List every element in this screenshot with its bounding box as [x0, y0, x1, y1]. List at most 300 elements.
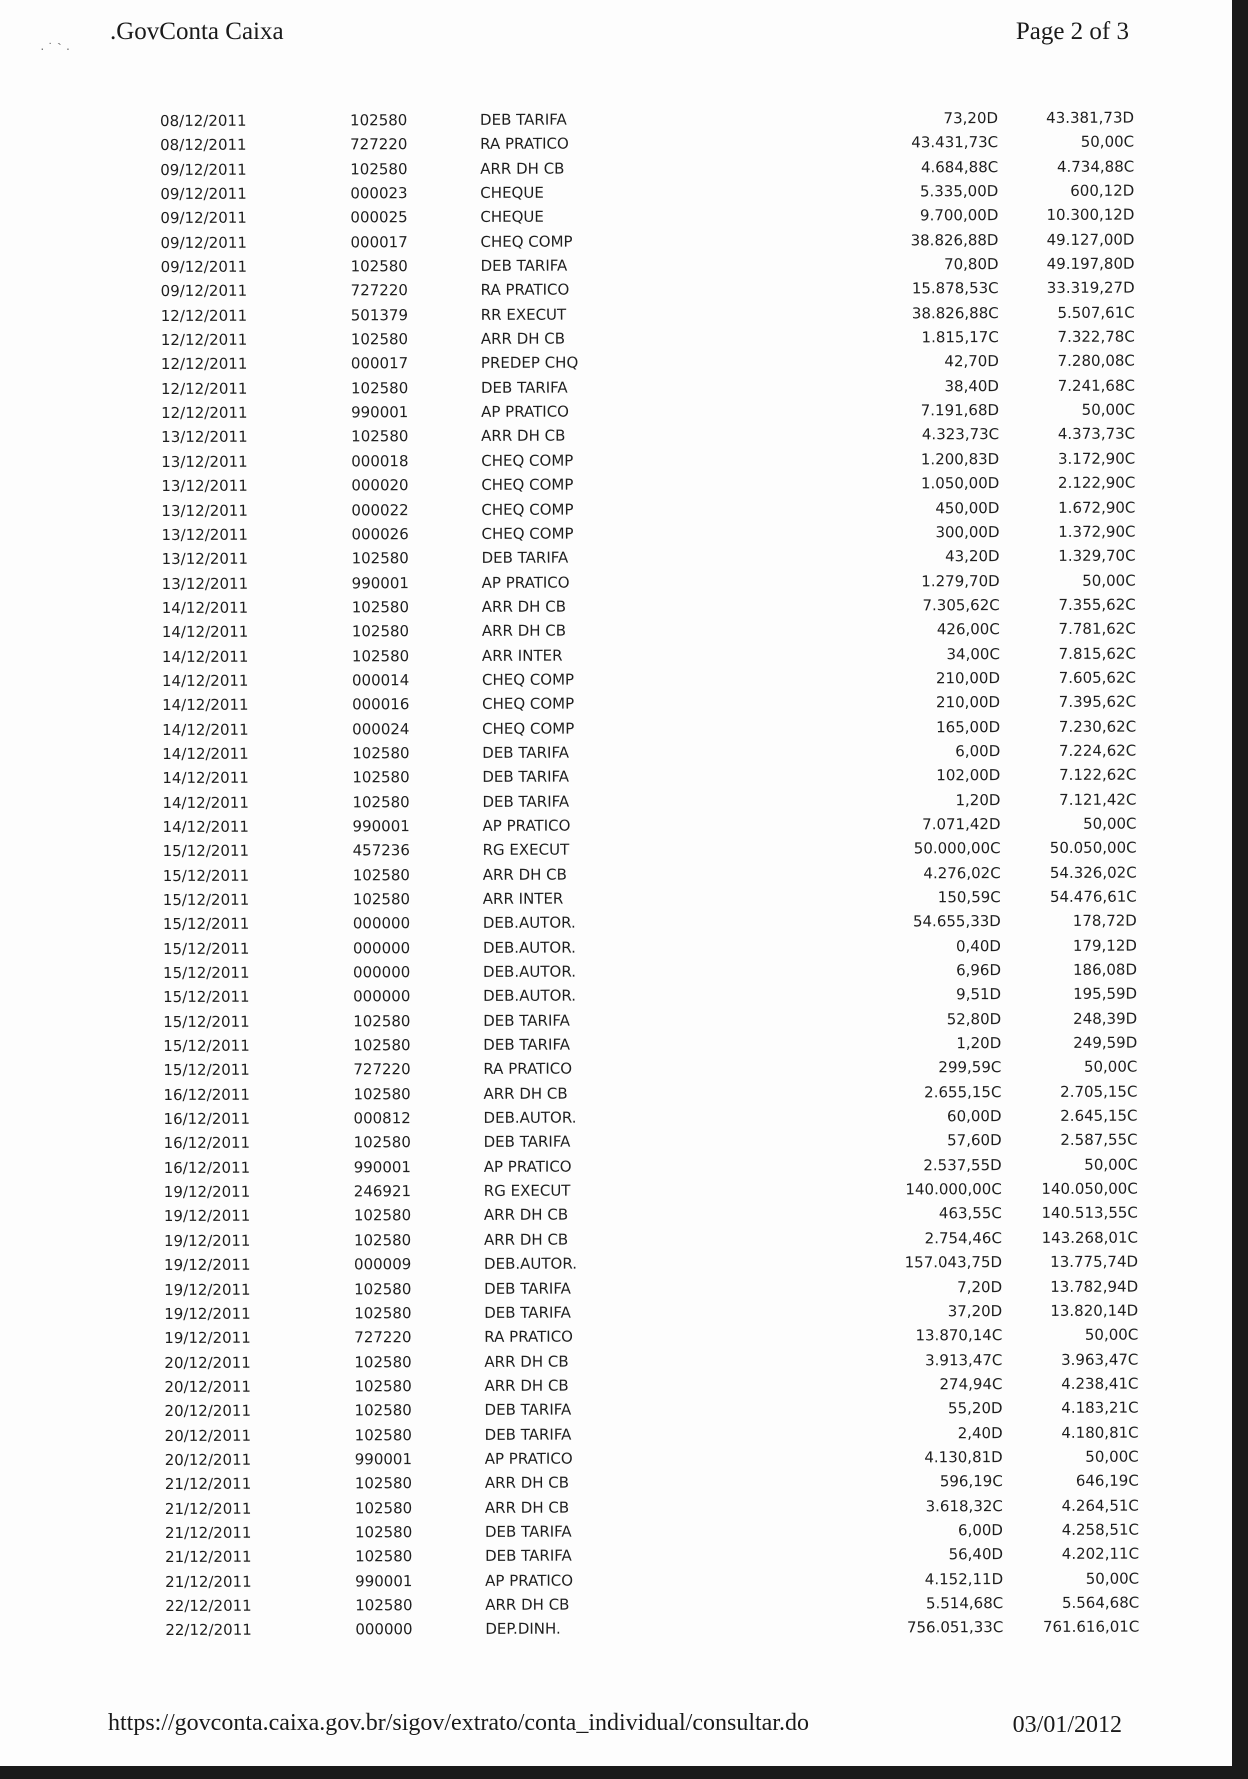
row-balance: 140.050,00C: [1041, 1179, 1138, 1199]
row-description: CHEQ COMP: [481, 524, 574, 543]
row-document: 102580: [351, 427, 409, 446]
row-date: 09/12/2011: [160, 282, 248, 301]
table-row: [160, 203, 1134, 231]
row-value: 5.514,68C: [925, 1594, 1004, 1613]
table-row: [160, 227, 1134, 255]
table-row: [161, 446, 1135, 474]
table-row: [165, 1542, 1139, 1570]
row-date: 19/12/2011: [164, 1280, 251, 1299]
row-value: 299,59C: [938, 1058, 1002, 1077]
row-value: 43,20D: [945, 547, 1000, 566]
row-value: 300,00D: [935, 522, 1000, 542]
row-value: 426,00C: [936, 620, 1000, 639]
row-date: 20/12/2011: [164, 1353, 251, 1372]
row-document: 727220: [354, 1328, 412, 1347]
row-balance: 43.381,73D: [1046, 108, 1135, 127]
row-date: 20/12/2011: [164, 1426, 252, 1445]
row-balance: 5.507,61C: [1057, 303, 1135, 322]
row-description: DEB TARIFA: [480, 110, 567, 129]
row-document: 000000: [352, 938, 411, 958]
row-document: 102580: [354, 1279, 412, 1298]
row-description: AP PRATICO: [482, 816, 571, 835]
row-date: 12/12/2011: [160, 379, 248, 398]
table-row: [164, 1177, 1138, 1205]
row-description: RG EXECUT: [483, 1181, 571, 1201]
table-row: [161, 252, 1135, 280]
row-date: 19/12/2011: [163, 1207, 251, 1226]
row-document: 102580: [350, 159, 408, 179]
row-date: 15/12/2011: [163, 1036, 250, 1056]
row-date: 19/12/2011: [164, 1255, 251, 1275]
row-value: 165,00D: [936, 717, 1001, 736]
row-description: DEB.AUTOR.: [483, 1108, 577, 1127]
row-value: 9,51D: [956, 985, 1002, 1004]
row-description: PREDEP CHQ: [480, 353, 579, 373]
row-balance: 7.230,62C: [1058, 717, 1137, 736]
row-description: CHEQ COMP: [481, 475, 574, 495]
row-value: 463,55C: [938, 1204, 1002, 1223]
row-description: ARR DH CB: [484, 1376, 569, 1395]
table-row: [163, 1006, 1137, 1034]
table-row: [163, 933, 1137, 961]
row-document: 246921: [353, 1182, 412, 1201]
row-value: 157.043,75D: [904, 1253, 1003, 1272]
table-row: [162, 787, 1136, 815]
row-document: 990001: [351, 573, 409, 592]
row-description: ARR DH CB: [483, 1084, 568, 1103]
row-balance: 140.513,55C: [1041, 1204, 1138, 1223]
row-date: 09/12/2011: [160, 257, 248, 277]
row-date: 14/12/2011: [162, 817, 250, 836]
row-value: 1,20D: [956, 1034, 1002, 1053]
row-description: AP PRATICO: [481, 573, 570, 592]
row-value: 596,19C: [939, 1472, 1003, 1491]
row-balance: 4.258,51C: [1061, 1520, 1139, 1539]
row-description: AP PRATICO: [481, 402, 569, 422]
row-document: 000020: [351, 476, 409, 495]
page-number: Page 2 of 3: [1015, 18, 1129, 45]
row-value: 43.431,73C: [911, 133, 999, 152]
row-balance: 54.326,02C: [1049, 863, 1137, 882]
row-description: DEB TARIFA: [483, 1133, 571, 1152]
row-value: 7.071,42D: [922, 815, 1001, 834]
row-date: 15/12/2011: [162, 890, 250, 909]
row-document: 727220: [353, 1060, 411, 1079]
row-document: 990001: [353, 1157, 411, 1177]
row-description: AP PRATICO: [483, 1157, 572, 1176]
row-description: RA PRATICO: [480, 134, 569, 154]
row-value: 450,00D: [935, 498, 1000, 517]
table-row: [161, 349, 1135, 377]
row-description: RR EXECUT: [480, 305, 567, 324]
row-value: 6,00D: [957, 1521, 1003, 1540]
row-description: ARR DH CB: [484, 1498, 570, 1517]
row-date: 14/12/2011: [161, 671, 249, 690]
row-value: 34,00C: [946, 644, 1000, 663]
row-document: 000025: [350, 208, 408, 227]
row-balance: 54.476,61C: [1049, 887, 1137, 906]
row-description: DEB TARIFA: [485, 1546, 572, 1566]
table-row: [161, 519, 1135, 547]
row-balance: 13.782,94D: [1050, 1277, 1139, 1296]
row-balance: 186,08D: [1072, 960, 1138, 979]
row-description: DEB TARIFA: [482, 767, 570, 787]
table-row: [161, 300, 1135, 328]
row-value: 2.655,15C: [924, 1082, 1002, 1102]
table-row: [164, 1250, 1138, 1278]
row-date: 14/12/2011: [162, 793, 249, 812]
row-date: 13/12/2011: [161, 525, 248, 544]
page-title: .GovConta Caixa: [110, 18, 284, 45]
row-value: 1.279,70D: [921, 571, 1000, 590]
row-document: 000000: [352, 914, 411, 933]
row-description: ARR DH CB: [480, 159, 565, 178]
row-value: 7.191,68D: [920, 401, 1000, 420]
row-balance: 50,00C: [1081, 400, 1136, 419]
row-document: 102580: [353, 1230, 412, 1250]
row-document: 000016: [352, 695, 410, 714]
row-description: CHEQ COMP: [480, 232, 573, 251]
row-description: RA PRATICO: [480, 280, 570, 300]
table-row: [163, 982, 1137, 1010]
row-description: ARR DH CB: [482, 865, 567, 884]
table-row: [163, 885, 1137, 913]
row-value: 50.000,00C: [913, 839, 1001, 858]
row-value: 0,40D: [955, 936, 1001, 955]
row-description: CHEQ COMP: [482, 694, 575, 714]
row-date: 20/12/2011: [164, 1450, 252, 1469]
row-document: 102580: [355, 1547, 413, 1566]
row-description: RG EXECUT: [482, 840, 570, 860]
row-description: CHEQ COMP: [481, 500, 574, 519]
row-balance: 600,12D: [1070, 181, 1135, 200]
row-description: ARR DH CB: [483, 1206, 569, 1225]
table-row: [162, 568, 1136, 596]
row-balance: 4.264,51C: [1061, 1496, 1139, 1515]
table-row: [164, 1201, 1138, 1229]
row-balance: 50,00C: [1085, 1569, 1140, 1588]
row-value: 3.618,32C: [925, 1496, 1003, 1515]
row-description: DEB TARIFA: [484, 1522, 572, 1541]
row-document: 102580: [350, 378, 409, 398]
table-row: [163, 909, 1137, 937]
row-document: 102580: [351, 549, 409, 568]
row-balance: 7.395,62C: [1058, 692, 1137, 712]
row-description: DEB TARIFA: [484, 1279, 571, 1298]
row-date: 09/12/2011: [160, 233, 247, 252]
row-balance: 2.122,90C: [1057, 473, 1136, 493]
table-row: [163, 1055, 1137, 1083]
table-row: [163, 1031, 1137, 1059]
row-balance: 50,00C: [1082, 571, 1136, 590]
row-description: ARR INTER: [481, 646, 563, 665]
row-description: DEP.DINH.: [485, 1619, 561, 1639]
row-date: 08/12/2011: [160, 136, 247, 155]
row-document: 501379: [350, 305, 409, 325]
row-date: 14/12/2011: [161, 622, 249, 642]
row-date: 13/12/2011: [161, 549, 249, 569]
row-description: ARR DH CB: [484, 1352, 569, 1371]
table-row: [165, 1615, 1139, 1643]
table-row: [162, 592, 1136, 620]
row-description: DEB TARIFA: [480, 378, 568, 397]
table-row: [162, 690, 1136, 718]
row-balance: 50.050,00C: [1049, 838, 1137, 858]
row-balance: 1.372,90C: [1058, 522, 1136, 541]
row-value: 38.826,88C: [911, 303, 999, 323]
row-document: 102580: [355, 1596, 413, 1615]
table-row: [162, 812, 1136, 840]
row-description: DEB TARIFA: [483, 1011, 570, 1030]
row-value: 38,40D: [944, 376, 1000, 396]
row-date: 09/12/2011: [160, 209, 247, 228]
row-balance: 249,59D: [1073, 1033, 1138, 1052]
row-document: 102580: [354, 1474, 413, 1493]
row-value: 73,20D: [943, 109, 999, 128]
table-row: [161, 495, 1135, 523]
row-date: 12/12/2011: [160, 330, 248, 350]
row-date: 15/12/2011: [163, 1061, 250, 1080]
table-row: [160, 154, 1134, 182]
row-description: DEB TARIFA: [484, 1425, 572, 1444]
row-document: 102580: [353, 1084, 411, 1104]
row-balance: 248,39D: [1073, 1009, 1138, 1028]
row-description: DEB TARIFA: [481, 548, 569, 568]
row-value: 3.913,47C: [925, 1350, 1003, 1369]
row-balance: 7.781,62C: [1058, 619, 1136, 639]
row-document: 000000: [352, 963, 411, 982]
row-value: 210,00D: [935, 693, 1001, 712]
table-row: [164, 1152, 1138, 1180]
row-date: 12/12/2011: [160, 355, 248, 374]
row-date: 15/12/2011: [162, 866, 250, 885]
row-balance: 7.122,62C: [1059, 765, 1137, 785]
row-date: 21/12/2011: [165, 1547, 252, 1567]
table-row: [160, 106, 1134, 134]
row-date: 21/12/2011: [165, 1572, 252, 1591]
row-balance: 7.121,42C: [1059, 790, 1137, 809]
row-value: 4.276,02C: [923, 863, 1001, 882]
row-value: 6,00D: [955, 742, 1001, 761]
row-description: ARR DH CB: [483, 1230, 569, 1249]
row-description: ARR DH CB: [485, 1595, 570, 1614]
row-balance: 761.616,01C: [1042, 1617, 1140, 1637]
row-balance: 7.224,62C: [1058, 741, 1137, 760]
row-balance: 1.329,70C: [1058, 546, 1136, 566]
row-balance: 33.319,27D: [1046, 279, 1135, 298]
row-date: 15/12/2011: [162, 963, 250, 983]
row-date: 15/12/2011: [162, 842, 250, 861]
row-description: DEB TARIFA: [482, 743, 569, 762]
scan-specks: · ˙ ` ·: [40, 40, 71, 56]
row-description: CHEQ COMP: [481, 670, 575, 689]
row-value: 4.323,73C: [921, 425, 1000, 444]
row-value: 210,00D: [935, 668, 1001, 688]
row-balance: 10.300,12D: [1046, 205, 1135, 225]
row-description: RA PRATICO: [483, 1059, 573, 1079]
row-document: 000022: [351, 500, 409, 519]
table-row: [165, 1591, 1139, 1619]
table-row: [163, 836, 1137, 864]
row-description: ARR DH CB: [481, 597, 567, 616]
row-date: 21/12/2011: [164, 1523, 252, 1542]
transaction-table-body: [160, 106, 1139, 1643]
row-value: 4.684,88C: [920, 157, 999, 177]
row-date: 14/12/2011: [161, 598, 249, 617]
table-row: [160, 179, 1134, 207]
row-document: 000014: [351, 671, 410, 690]
row-document: 102580: [350, 330, 409, 349]
row-date: 13/12/2011: [161, 476, 248, 496]
row-value: 60,00D: [946, 1107, 1002, 1126]
row-description: RA PRATICO: [484, 1327, 573, 1347]
table-row: [163, 958, 1137, 986]
row-date: 13/12/2011: [161, 574, 249, 593]
row-value: 42,70D: [944, 352, 999, 371]
row-balance: 143.268,01C: [1041, 1228, 1138, 1247]
row-date: 12/12/2011: [160, 306, 248, 325]
table-row: [161, 325, 1135, 353]
row-date: 16/12/2011: [163, 1134, 251, 1153]
row-document: 102580: [354, 1303, 412, 1323]
row-document: 000009: [354, 1255, 412, 1274]
row-value: 54.655,33D: [912, 912, 1001, 931]
row-description: CHEQ COMP: [482, 719, 575, 738]
table-row: [161, 276, 1135, 304]
table-row: [165, 1493, 1139, 1521]
row-date: 09/12/2011: [160, 184, 247, 204]
row-value: 1.815,17C: [921, 328, 999, 347]
row-balance: 646,19C: [1075, 1471, 1139, 1491]
row-balance: 178,72D: [1072, 911, 1137, 931]
row-date: 08/12/2011: [160, 111, 247, 130]
row-date: 12/12/2011: [161, 403, 248, 423]
row-value: 13.870,14C: [915, 1326, 1003, 1345]
table-row: [164, 1371, 1138, 1399]
table-row: [162, 714, 1136, 742]
row-date: 15/12/2011: [163, 1012, 250, 1031]
row-balance: 4.180,81C: [1061, 1423, 1139, 1442]
row-value: 2.537,55D: [923, 1155, 1002, 1175]
row-value: 37,20D: [947, 1301, 1003, 1321]
row-balance: 5.564,68C: [1061, 1593, 1140, 1612]
row-document: 102580: [354, 1352, 412, 1371]
row-date: 13/12/2011: [161, 452, 248, 471]
row-date: 15/12/2011: [162, 915, 250, 934]
row-document: 102580: [350, 111, 408, 130]
row-date: 19/12/2011: [163, 1182, 251, 1202]
row-description: DEB.AUTOR.: [482, 938, 576, 957]
row-balance: 50,00C: [1080, 132, 1135, 152]
row-balance: 1.672,90C: [1058, 498, 1136, 517]
row-date: 19/12/2011: [164, 1328, 251, 1348]
row-description: ARR DH CB: [480, 329, 566, 348]
row-balance: 179,12D: [1072, 936, 1137, 955]
row-document: 102580: [354, 1377, 412, 1396]
row-value: 7,20D: [957, 1277, 1003, 1296]
row-balance: 4.183,21C: [1061, 1398, 1139, 1418]
table-row: [162, 739, 1136, 767]
row-document: 102580: [352, 792, 410, 811]
row-value: 1,20D: [955, 790, 1001, 809]
table-row: [160, 130, 1134, 158]
row-description: AP PRATICO: [484, 1449, 573, 1468]
row-date: 09/12/2011: [160, 160, 247, 179]
row-document: 102580: [353, 1206, 412, 1225]
row-balance: 4.373,73C: [1057, 425, 1136, 444]
row-balance: 49.197,80D: [1046, 254, 1135, 273]
row-date: 14/12/2011: [162, 695, 249, 715]
row-document: 727220: [350, 281, 408, 300]
row-balance: 195,59D: [1073, 984, 1138, 1004]
row-document: 000017: [350, 354, 409, 373]
row-document: 990001: [352, 817, 410, 836]
table-row: [164, 1225, 1138, 1253]
row-description: ARR DH CB: [481, 427, 566, 446]
row-balance: 2.587,55C: [1060, 1131, 1138, 1150]
row-description: DEB.AUTOR.: [483, 986, 577, 1006]
row-value: 1.050,00D: [920, 474, 1000, 493]
row-document: 000023: [350, 184, 408, 203]
row-date: 14/12/2011: [162, 744, 249, 763]
table-row: [162, 617, 1136, 645]
row-description: ARR DH CB: [481, 621, 567, 641]
row-document: 000000: [355, 1620, 413, 1639]
row-date: 21/12/2011: [164, 1499, 252, 1518]
row-balance: 4.238,41C: [1061, 1374, 1139, 1393]
row-value: 5.335,00D: [919, 182, 999, 201]
row-document: 102580: [352, 890, 411, 909]
row-balance: 3.172,90C: [1057, 449, 1136, 468]
row-value: 150,59C: [937, 888, 1001, 907]
row-balance: 49.127,00D: [1046, 230, 1135, 249]
table-row: [163, 1079, 1137, 1107]
table-row: [165, 1396, 1139, 1424]
table-row: [164, 1298, 1138, 1326]
row-value: 274,94C: [939, 1374, 1003, 1394]
row-date: 21/12/2011: [164, 1474, 252, 1494]
row-balance: 2.645,15C: [1060, 1106, 1138, 1125]
table-row: [165, 1518, 1139, 1546]
row-value: 140.000,00C: [905, 1180, 1002, 1199]
table-row: [163, 860, 1137, 888]
row-description: CHEQ COMP: [481, 451, 574, 470]
row-description: DEB.AUTOR.: [482, 913, 576, 933]
table-row: [161, 422, 1135, 450]
table-row: [162, 641, 1136, 669]
row-document: 000026: [351, 524, 409, 544]
table-row: [165, 1566, 1139, 1594]
row-date: 13/12/2011: [161, 428, 248, 447]
row-value: 38.826,88D: [910, 230, 999, 250]
row-document: 102580: [351, 622, 410, 641]
row-document: 102580: [354, 1498, 413, 1517]
row-value: 1.200,83D: [920, 449, 1000, 469]
row-balance: 7.322,78C: [1057, 327, 1135, 346]
row-date: 20/12/2011: [164, 1377, 251, 1396]
table-row: [161, 471, 1135, 499]
row-document: 727220: [350, 135, 408, 154]
row-description: DEB TARIFA: [484, 1400, 572, 1420]
row-description: DEB TARIFA: [480, 256, 568, 275]
row-description: DEB.AUTOR.: [484, 1254, 578, 1274]
row-date: 15/12/2011: [162, 939, 250, 958]
row-document: 000024: [352, 719, 410, 738]
row-document: 102580: [352, 768, 410, 787]
table-row: [164, 1128, 1138, 1156]
row-value: 7.305,62C: [922, 595, 1000, 615]
row-description: AP PRATICO: [485, 1571, 574, 1590]
